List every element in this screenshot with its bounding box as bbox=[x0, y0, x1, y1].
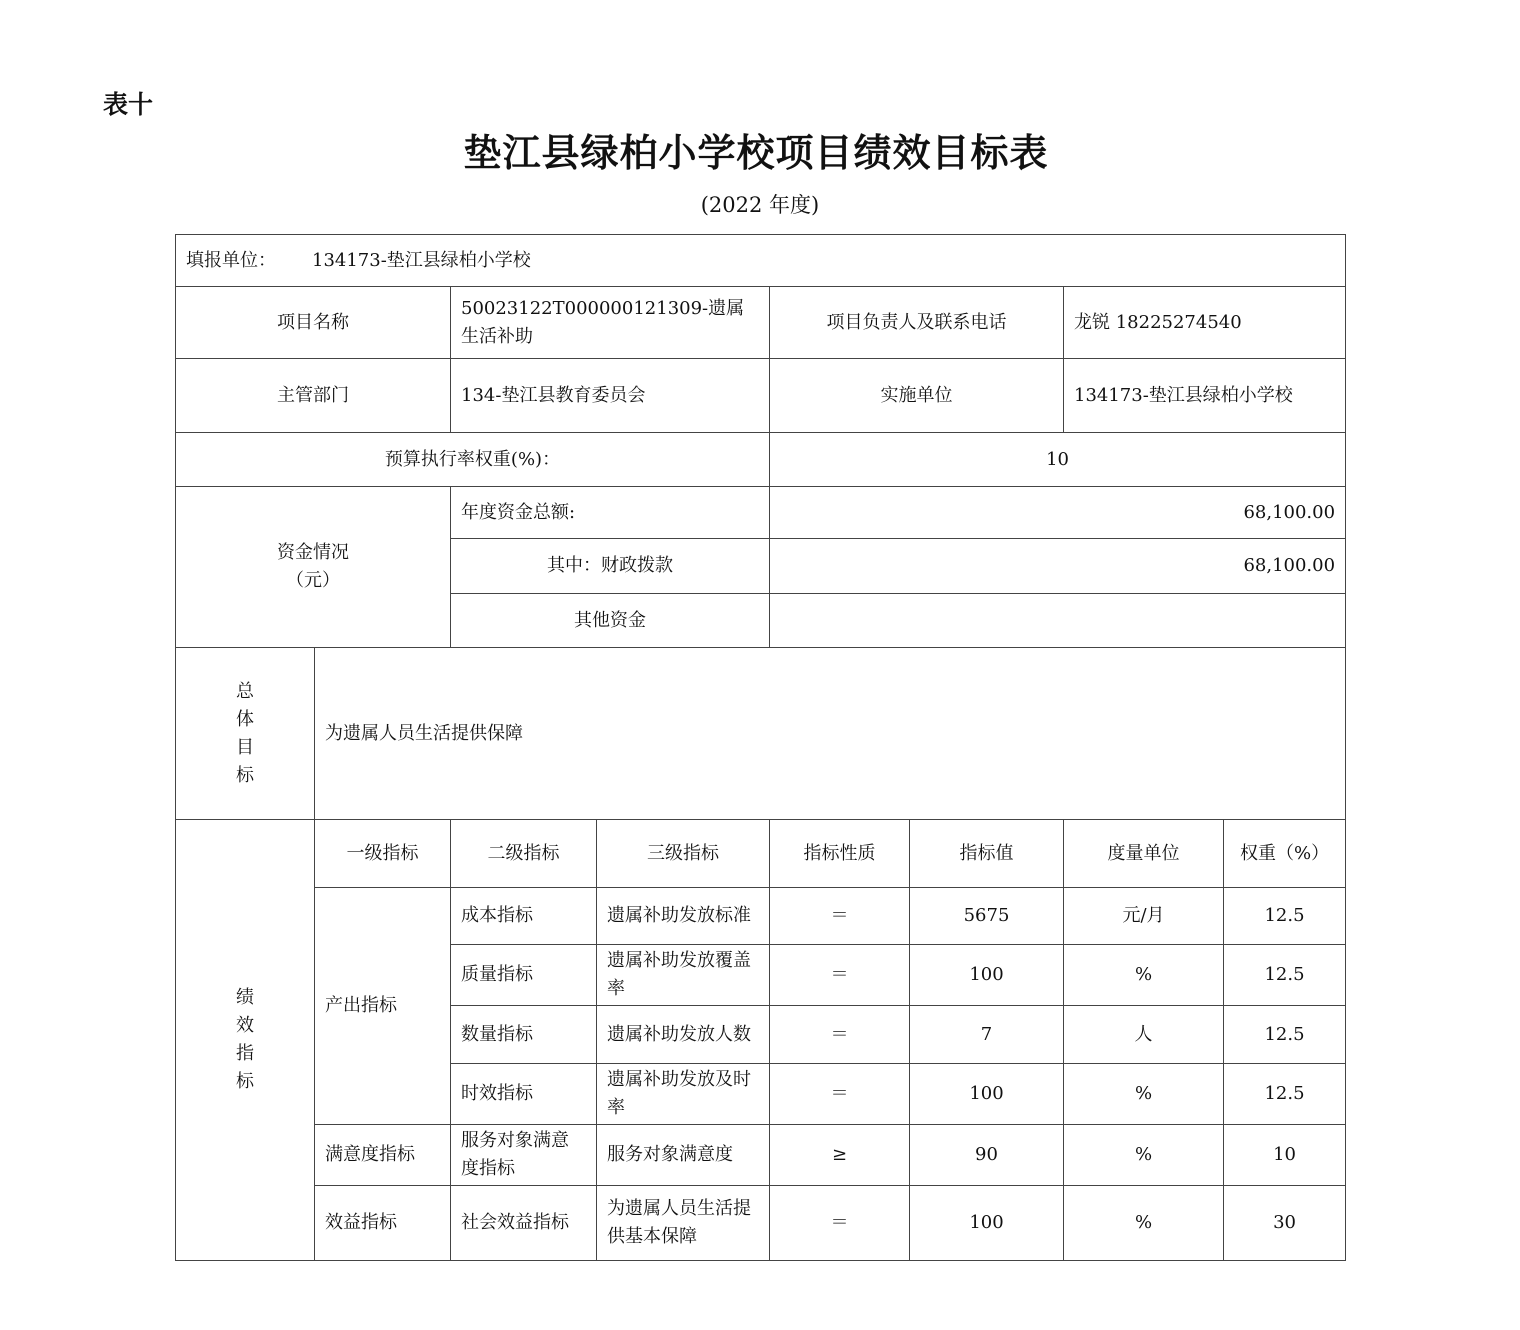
funds-label bbox=[176, 487, 451, 648]
filing-unit-value: 134173-垫江县绿柏小学校 bbox=[312, 249, 531, 271]
overall-goal-char: 目 bbox=[236, 736, 254, 758]
funds-fiscal-label: 其中：财政拨款 bbox=[451, 539, 770, 594]
funds-label-line1: 资金情况 bbox=[277, 542, 349, 563]
funds-other-value bbox=[770, 594, 1346, 648]
header-level1: 一级指标 bbox=[315, 820, 451, 888]
filing-unit-label: 填报单位： bbox=[186, 249, 276, 271]
nature-cell: ＝ bbox=[770, 1006, 910, 1064]
weight-cell: 12.5 bbox=[1224, 888, 1346, 945]
table-number: 表十 bbox=[103, 90, 154, 119]
department-value: 134-垫江县教育委员会 bbox=[451, 359, 770, 433]
unit-cell: 人 bbox=[1064, 1006, 1224, 1064]
nature-cell: ≥ bbox=[770, 1125, 910, 1186]
budget-rate-row bbox=[176, 433, 1346, 487]
overall-goal-char: 标 bbox=[236, 764, 254, 786]
level3-cell: 遗属补助发放覆盖率 bbox=[597, 945, 770, 1006]
department-label: 主管部门 bbox=[176, 359, 451, 433]
header-nature: 指标性质 bbox=[770, 820, 910, 888]
unit-cell: 元/月 bbox=[1064, 888, 1224, 945]
budget-rate-label: 预算执行率权重(%)： bbox=[176, 433, 770, 487]
document-title: 垫江县绿柏小学校项目绩效目标表 bbox=[463, 130, 1049, 175]
unit-cell: % bbox=[1064, 1186, 1224, 1261]
level3-cell: 为遗属人员生活提供基本保障 bbox=[597, 1186, 770, 1261]
level3-cell: 遗属补助发放人数 bbox=[597, 1006, 770, 1064]
funds-fiscal-value: 68,100.00 bbox=[770, 539, 1346, 594]
value-cell: 100 bbox=[910, 1186, 1064, 1261]
level2-cell: 质量指标 bbox=[451, 945, 597, 1006]
performance-label bbox=[176, 820, 315, 1261]
funds-other-label: 其他资金 bbox=[451, 594, 770, 648]
value-cell: 90 bbox=[910, 1125, 1064, 1186]
filing-unit-cell bbox=[176, 235, 1346, 287]
nature-cell: ＝ bbox=[770, 1186, 910, 1261]
weight-cell: 12.5 bbox=[1224, 1006, 1346, 1064]
performance-header-row bbox=[176, 820, 1346, 888]
document-year: (2022 年度) bbox=[700, 193, 820, 217]
overall-goal-text: 为遗属人员生活提供保障 bbox=[315, 648, 1346, 820]
department-row bbox=[176, 359, 1346, 433]
overall-goal-char: 体 bbox=[236, 708, 254, 730]
implementing-unit-label: 实施单位 bbox=[770, 359, 1064, 433]
level2-cell: 服务对象满意度指标 bbox=[451, 1125, 597, 1186]
value-cell: 5675 bbox=[910, 888, 1064, 945]
weight-cell: 12.5 bbox=[1224, 945, 1346, 1006]
nature-cell: ＝ bbox=[770, 945, 910, 1006]
overall-goal-label bbox=[176, 648, 315, 820]
level2-cell: 成本指标 bbox=[451, 888, 597, 945]
nature-cell: ＝ bbox=[770, 1064, 910, 1125]
level1-cell: 效益指标 bbox=[315, 1186, 451, 1261]
level2-cell: 时效指标 bbox=[451, 1064, 597, 1125]
header-weight: 权重（%） bbox=[1224, 820, 1346, 888]
nature-cell: ＝ bbox=[770, 888, 910, 945]
overall-goal-char: 总 bbox=[236, 680, 254, 702]
project-name-label: 项目名称 bbox=[176, 287, 451, 359]
performance-char: 绩 bbox=[236, 987, 254, 1008]
level2-cell: 社会效益指标 bbox=[451, 1186, 597, 1261]
weight-cell: 10 bbox=[1224, 1125, 1346, 1186]
project-name-value: 50023122T000000121309-遗属生活补助 bbox=[451, 287, 770, 359]
value-cell: 100 bbox=[910, 945, 1064, 1006]
funds-label-line2: （元） bbox=[286, 570, 340, 591]
funds-total-value: 68,100.00 bbox=[770, 487, 1346, 539]
level3-cell: 遗属补助发放及时率 bbox=[597, 1064, 770, 1125]
filing-unit-row bbox=[176, 235, 1346, 287]
funds-total-row bbox=[176, 487, 1346, 539]
project-contact-label: 项目负责人及联系电话 bbox=[770, 287, 1064, 359]
implementing-unit-value: 134173-垫江县绿柏小学校 bbox=[1064, 359, 1346, 433]
performance-char: 效 bbox=[236, 1015, 254, 1036]
level2-cell: 数量指标 bbox=[451, 1006, 597, 1064]
performance-target-table bbox=[175, 234, 1346, 1261]
overall-goal-row bbox=[176, 648, 1346, 820]
value-cell: 100 bbox=[910, 1064, 1064, 1125]
table-row bbox=[176, 1186, 1346, 1261]
unit-cell: % bbox=[1064, 1125, 1224, 1186]
funds-total-label: 年度资金总额: bbox=[451, 487, 770, 539]
weight-cell: 30 bbox=[1224, 1186, 1346, 1261]
level3-cell: 服务对象满意度 bbox=[597, 1125, 770, 1186]
level3-cell: 遗属补助发放标准 bbox=[597, 888, 770, 945]
project-name-row bbox=[176, 287, 1346, 359]
value-cell: 7 bbox=[910, 1006, 1064, 1064]
table-row bbox=[176, 888, 1346, 945]
header-unit: 度量单位 bbox=[1064, 820, 1224, 888]
unit-cell: % bbox=[1064, 1064, 1224, 1125]
weight-cell: 12.5 bbox=[1224, 1064, 1346, 1125]
budget-rate-value: 10 bbox=[770, 433, 1346, 487]
performance-char: 指 bbox=[236, 1043, 254, 1064]
header-level2: 二级指标 bbox=[451, 820, 597, 888]
header-level3: 三级指标 bbox=[597, 820, 770, 888]
output-indicator-label: 产出指标 bbox=[315, 888, 451, 1125]
table-row bbox=[176, 1125, 1346, 1186]
unit-cell: % bbox=[1064, 945, 1224, 1006]
project-contact-value: 龙锐 18225274540 bbox=[1064, 287, 1346, 359]
header-value: 指标值 bbox=[910, 820, 1064, 888]
performance-char: 标 bbox=[236, 1071, 254, 1092]
level1-cell: 满意度指标 bbox=[315, 1125, 451, 1186]
